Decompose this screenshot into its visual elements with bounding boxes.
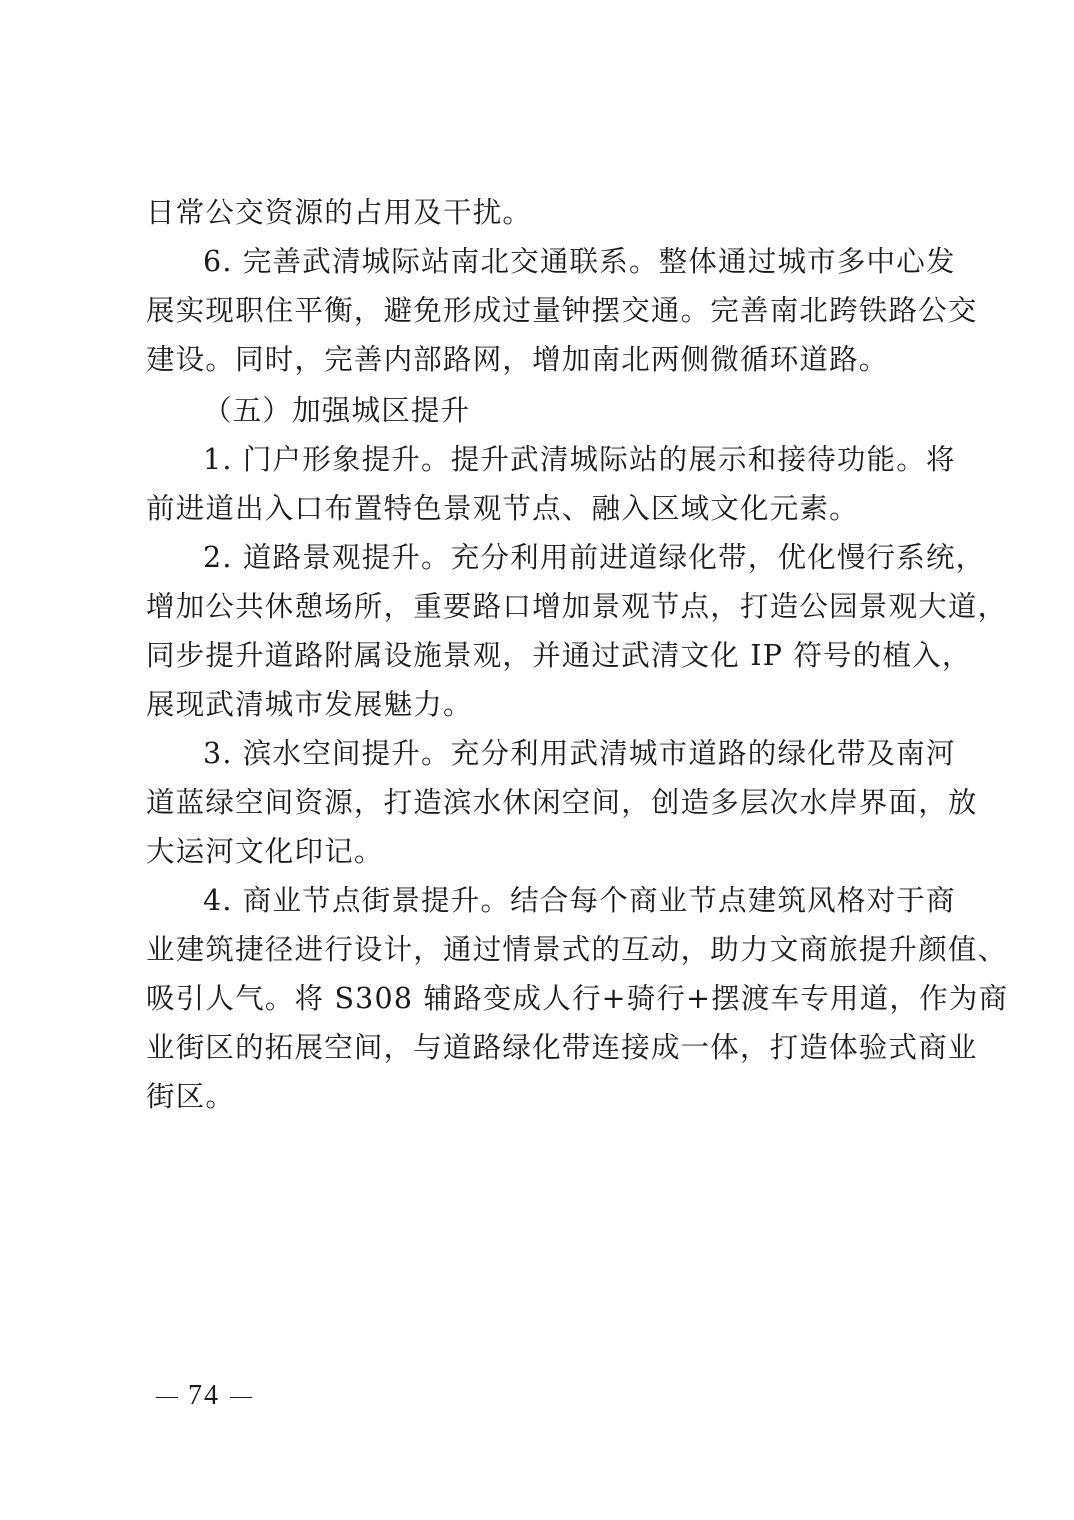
paragraph-6-line: 6. 完善武清城际站南北交通联系。整体通过城市多中心发: [203, 245, 956, 278]
text-line: 街区。: [146, 1080, 236, 1113]
text-line: 日常公交资源的占用及干扰。: [146, 196, 533, 229]
page-number: [146, 1380, 262, 1412]
text-line: 展现武清城市发展魅力。: [146, 688, 473, 721]
paragraph-2-line: 2. 道路景观提升。充分利用前进道绿化带，优化慢行系统，: [203, 541, 986, 574]
text-line: 大运河文化印记。: [146, 835, 384, 868]
text-line: 展实现职住平衡，避免形成过量钟摆交通。完善南北跨铁路公交: [146, 294, 978, 327]
dash-left: [156, 1397, 178, 1398]
text-line: 建设。同时，完善内部路网，增加南北两侧微循环道路。: [146, 343, 889, 376]
paragraph-4-line: 4. 商业节点街景提升。结合每个商业节点建筑风格对于商: [203, 884, 956, 917]
paragraph-1-line: 1. 门户形象提升。提升武清城际站的展示和接待功能。将: [203, 443, 956, 476]
page-number-value: 74: [188, 1380, 220, 1411]
paragraph-3-line: 3. 滨水空间提升。充分利用武清城市道路的绿化带及南河: [203, 737, 956, 770]
text-line: 前进道出入口布置特色景观节点、融入区域文化元素。: [146, 492, 859, 525]
text-line: 业街区的拓展空间，与道路绿化带连接成一体，打造体验式商业: [146, 1031, 978, 1064]
text-line: 道蓝绿空间资源，打造滨水休闲空间，创造多层次水岸界面，放: [146, 786, 978, 819]
dash-right: [230, 1397, 252, 1398]
section-heading: （五）加强城区提升: [203, 394, 471, 427]
document-body: [146, 188, 1009, 1121]
text-line: 增加公共休憩场所，重要路口增加景观节点，打造公园景观大道，: [146, 590, 1008, 623]
text-line: 同步提升道路附属设施景观，并通过武清文化 IP 符号的植入，: [146, 639, 972, 672]
text-line: 业建筑捷径进行设计，通过情景式的互动，助力文商旅提升颜值、: [146, 933, 1008, 966]
text-line: 吸引人气。将 S308 辅路变成人行+骑行+摆渡车专用道，作为商: [146, 982, 1009, 1015]
